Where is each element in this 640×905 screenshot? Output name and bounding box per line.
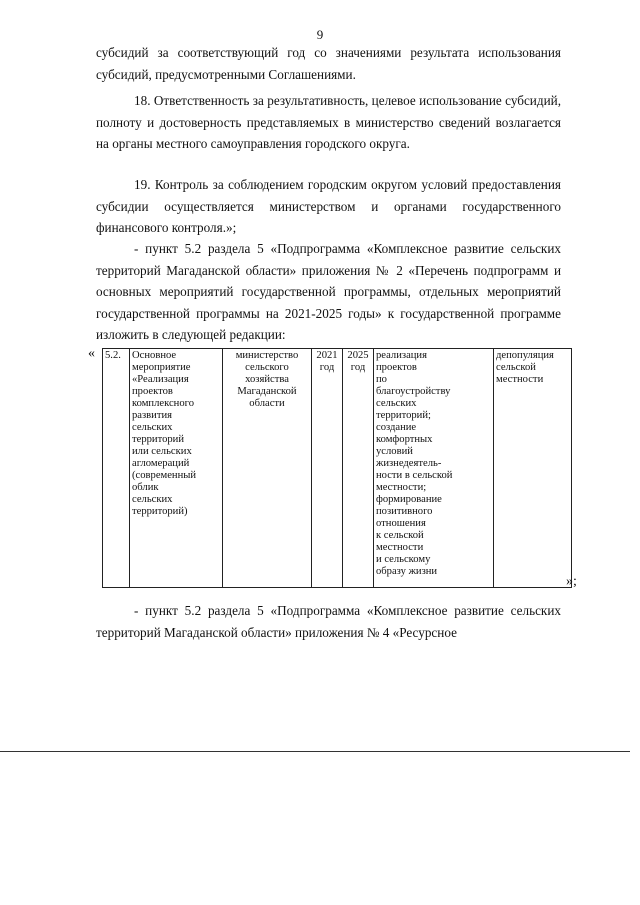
quote-open: « xyxy=(88,346,95,361)
cell-line: сельских xyxy=(376,398,417,409)
cell-line: Основное xyxy=(132,350,177,361)
paragraph-19: 19. Контроль за соблюдением городским округом условий предоставления субсидии осуществляется министерством и органами государственного финансового контроля.»; xyxy=(96,177,561,235)
cell-line: ности в сельской xyxy=(376,470,453,481)
cell-year-end: 2025 год xyxy=(343,349,374,588)
cell-line: комфортных xyxy=(376,434,433,445)
paragraph-item-1: - пункт 5.2 раздела 5 «Подпрограмма «Комплексное развитие сельских территорий Магаданской области» приложения № 2 «Перечень подпрограмм и основных мероприятий государственной программы, отдельных мероприятий государственной программы на 2021-2025 годы» к государственной программе изложить в следующей редакции: xyxy=(96,241,561,342)
cell-measure-name xyxy=(130,349,223,588)
cell-line: условий xyxy=(376,446,413,457)
quote-close: »; xyxy=(566,574,577,589)
cell-line: к сельской xyxy=(376,530,424,541)
cell-consequences xyxy=(494,349,572,588)
cell-line: реализация xyxy=(376,350,427,361)
cell-line: позитивного xyxy=(376,506,433,517)
cell-line: мероприятие xyxy=(132,362,191,373)
cell-line: хозяйства xyxy=(245,374,289,385)
cell-number: 5.2. xyxy=(103,349,130,588)
cell-line: территорий; xyxy=(376,410,431,421)
cell-line: области xyxy=(249,398,285,409)
cell-line: или сельских xyxy=(132,446,192,457)
cell-line: по xyxy=(376,374,387,385)
paragraph-continuation: субсидий за соответствующий год со значениями результата использования субсидий, предусмотренными Соглашениями. xyxy=(96,45,561,82)
cell-line: министерство xyxy=(235,350,299,361)
measures-table xyxy=(102,348,572,588)
cell-line: депопуляция xyxy=(496,350,554,361)
cell-line: местности; xyxy=(376,482,427,493)
cell-line: формирование xyxy=(376,494,442,505)
cell-line: «Реализация xyxy=(132,374,189,385)
cell-line: и сельскому xyxy=(376,554,431,565)
cell-responsible xyxy=(223,349,312,588)
paragraph-18: 18. Ответственность за результативность, целевое использование субсидий, полноту и достоверность представляемых в министерство сведений возлагается на органы местного самоуправления городского округа. xyxy=(96,93,561,151)
cell-line: создание xyxy=(376,422,417,433)
cell-line: жизнедеятель- xyxy=(376,458,442,469)
cell-line: проектов xyxy=(132,386,173,397)
cell-line: сельской xyxy=(496,362,536,373)
cell-line: благоустройству xyxy=(376,386,451,397)
cell-year-start: 2021 год xyxy=(312,349,343,588)
cell-expected-result xyxy=(374,349,494,588)
paragraph-item-2: - пункт 5.2 раздела 5 «Подпрограмма «Комплексное развитие сельских территорий Магаданской области» приложения № 4 «Ресурсное xyxy=(96,603,561,640)
cell-line: развития xyxy=(132,410,173,421)
cell-line: образу жизни xyxy=(376,566,438,577)
cell-line: проектов xyxy=(376,362,417,373)
cell-line: территорий) xyxy=(132,506,188,517)
cell-line: территорий xyxy=(132,434,185,445)
cell-line: местности xyxy=(376,542,424,553)
cell-line: отношения xyxy=(376,518,426,529)
cell-line: сельских xyxy=(132,422,173,433)
footer-divider xyxy=(0,751,630,752)
cell-line: Магаданской xyxy=(237,386,297,397)
cell-line: облик xyxy=(132,482,159,493)
cell-line: (современный xyxy=(132,470,197,481)
table-row xyxy=(103,349,572,588)
cell-line: местности xyxy=(496,374,544,385)
cell-line: комплексного xyxy=(132,398,194,409)
cell-line: сельских xyxy=(132,494,173,505)
page-number: 9 xyxy=(316,27,324,42)
cell-line: агломераций xyxy=(132,458,190,469)
cell-line: сельского xyxy=(245,362,289,373)
